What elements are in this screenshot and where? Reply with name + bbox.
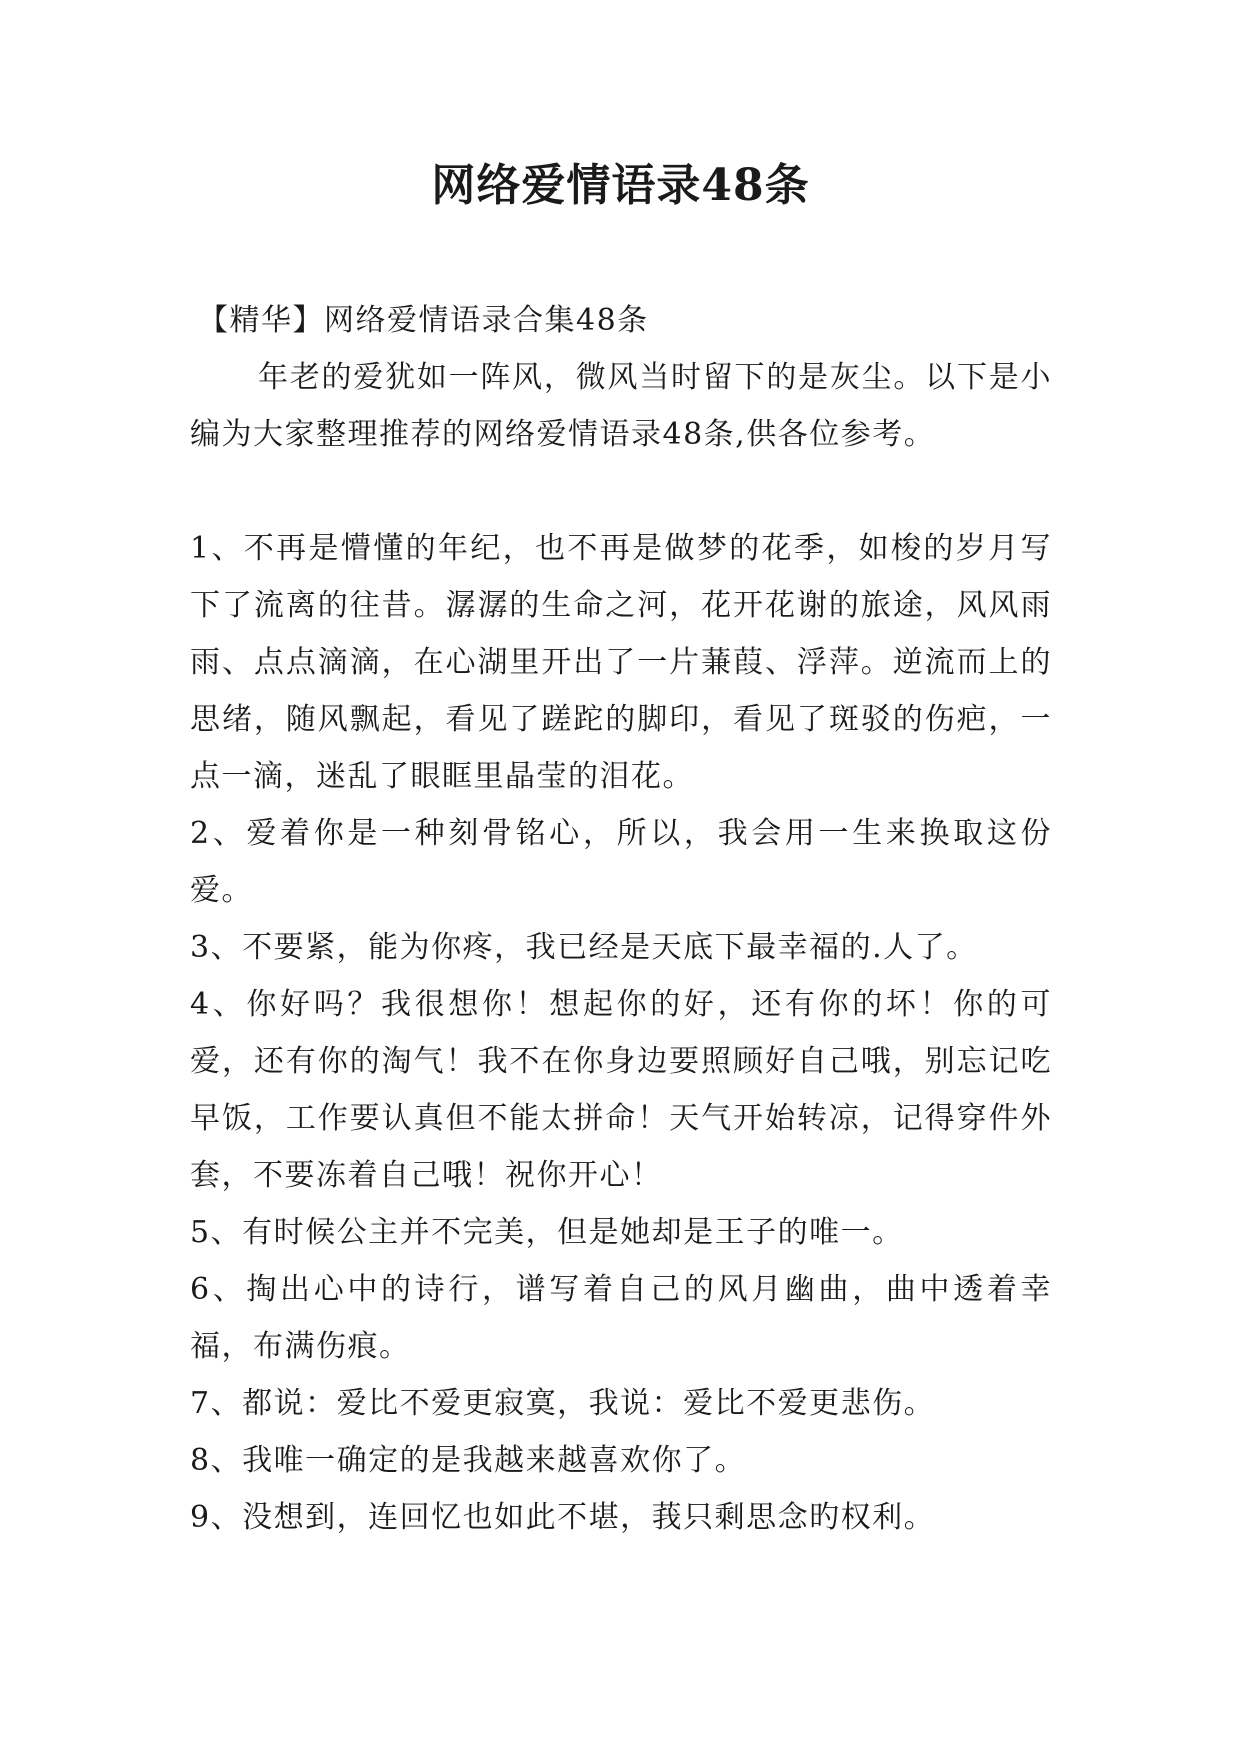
document-body <box>190 292 1052 1546</box>
quote-item: 3、不要紧，能为你疼，我已经是天底下最幸福的.人了。 <box>190 930 978 965</box>
quote-item: 6、掏出心中的诗行，谱写着自己的风月幽曲，曲中透着幸福，布满伤痕。 <box>190 1272 1052 1364</box>
quote-item: 9、没想到，连回忆也如此不堪，莪只剩思念旳权利。 <box>190 1500 936 1535</box>
quote-item: 2、爱着你是一种刻骨铭心，所以，我会用一生来换取这份爱。 <box>190 816 1052 908</box>
intro-paragraph: 年老的爱犹如一阵风，微风当时留下的是灰尘。以下是小编为大家整理推荐的网络爱情语录48条,供各位参考。 <box>190 360 1052 452</box>
quote-item: 1、不再是懵懂的年纪，也不再是做梦的花季，如梭的岁月写下了流离的往昔。潺潺的生命之河，花开花谢的旅途，风风雨雨、点点滴滴，在心湖里开出了一片蒹葭、浮萍。逆流而上的思绪，随风飘起，看见了蹉跎的脚印，看见了斑驳的伤疤，一点一滴，迷乱了眼眶里晶莹的泪花。 <box>190 531 1052 794</box>
paragraph-spacer <box>190 463 1052 520</box>
quote-item: 7、都说：爱比不爱更寂寞，我说：爱比不爱更悲伤。 <box>190 1386 936 1421</box>
document-title: 网络爱情语录48条 <box>431 160 810 211</box>
quote-item: 5、有时候公主并不完美，但是她却是王子的唯一。 <box>190 1215 904 1250</box>
quote-item: 4、你好吗？我很想你！想起你的好，还有你的坏！你的可爱，还有你的淘气！我不在你身边要照顾好自己哦，别忘记吃早饭，工作要认真但不能太拼命！天气开始转凉，记得穿件外套，不要冻着自己哦！祝你开心！ <box>190 987 1052 1193</box>
document-subtitle: 【精华】网络爱情语录合集48条 <box>198 303 649 338</box>
quote-item: 8、我唯一确定的是我越来越喜欢你了。 <box>190 1443 747 1478</box>
